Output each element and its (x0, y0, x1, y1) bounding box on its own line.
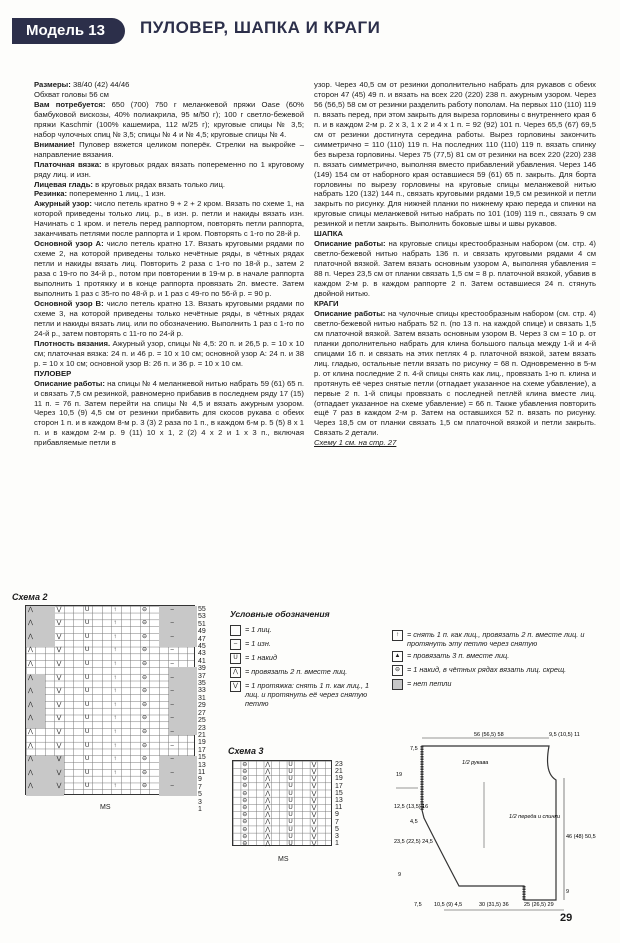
schema2-symbol: ↑ (113, 674, 117, 681)
pattern-cuff-w2: 4,5 (410, 819, 418, 825)
schema2-symbol: ⋁ (56, 728, 62, 735)
schema3-symbol: ⋀ (265, 819, 271, 826)
schema2-symbol: ↑ (113, 606, 117, 613)
schema2-symbol: ⋁ (56, 715, 62, 722)
right-column-paragraph: Описание работы: на круговые спицы крестообразным набором (см. стр. 4) светло-бежевой нитью набрать 136 п. и связать круговыми рядами 4 см платочной вязкой. Затем вязать основным узором А, выполняя убавления = 88 п. Через 23,5 см от планки связать 1,5 см = 8 р. платочной вязкой, убавив в каждом 2-м р. в каждом раппорте 2 п. Затем оставшиеся 24 п. стянуть двойной нитью. (314, 239, 596, 299)
schema2-symbol: U (85, 756, 90, 763)
schema2-symbol: ⊖ (142, 715, 148, 722)
left-column-paragraph: Обхват головы 56 см (34, 89, 109, 99)
schema2-symbol: ⊖ (142, 633, 148, 640)
schema2-row-number: 3 (198, 798, 202, 806)
schema2-row-number: 33 (198, 687, 206, 695)
schema3-symbol: U (288, 833, 293, 840)
schema2-symbol: ↑ (113, 620, 117, 627)
pattern-bottom-1: 7,5 (414, 902, 422, 908)
schema3-row-number: 13 (335, 797, 343, 805)
legend-symbol: ⋁ (230, 681, 241, 692)
schema3-symbol: U (288, 790, 293, 797)
schema2-no-stitch-cell (159, 756, 197, 797)
schema2-symbol: ↑ (113, 728, 117, 735)
schema2-symbol: U (85, 674, 90, 681)
schema3-row-number: 17 (335, 782, 343, 790)
schema2-symbol: ↑ (113, 701, 117, 708)
left-column-paragraph: Описание работы: на спицы № 4 меланжевой нитью набрать 59 (61) 65 п. и связать 7,5 см резинкой, равномерно прибавив в последнем ряду 17 (15) 11 п. = 76 п. Затем перейти на спицы № 4,5 и вязать ажурным узором. Через 10,5 (9) 4,5 см от резинки прибавить для скосов рукава с обеих сторон 1 п. и в каждом 8-м р. 3 (3) 2 раза по 1 п., в каждом 6-м р. 5 (5) 8 х 1 п. и в каждом 2-м р. 9 (11) 10 х 1, 2 (2) 4 х 2 и 1 х 3 п., включая прибавляемые петли в (34, 378, 305, 448)
schema2-symbol: ⋀ (28, 742, 33, 749)
schema2-symbol: U (85, 715, 90, 722)
legend-symbol: ⋀ (230, 667, 241, 678)
schema2-symbol: – (170, 756, 174, 763)
schema3-symbol: ⋀ (265, 833, 271, 840)
schema3-title: Схема 3 (228, 746, 264, 756)
schema2-symbol: – (170, 688, 174, 695)
schema3-symbol: ⊖ (242, 783, 248, 790)
legend-item (392, 679, 592, 690)
right-column (314, 80, 596, 448)
pattern-front-back: 1/2 переда и спинки (509, 814, 561, 820)
legend-text: = 1 накид, в чётных рядах вязать лиц. скрещ. (407, 665, 567, 674)
right-column-paragraph: ШАПКА (314, 229, 343, 239)
schema2-symbol: ⊖ (142, 620, 148, 627)
schema3-symbol: U (288, 797, 293, 804)
schema2-row-number: 47 (198, 635, 206, 643)
legend-title: Условные обозначения (230, 609, 330, 619)
schema2-row-number: 51 (198, 620, 206, 628)
schema3-symbol: ⊖ (242, 776, 248, 783)
legend-item (230, 681, 370, 708)
schema3-symbol: ⋀ (265, 805, 271, 811)
left-column-paragraph: Ажурный узор: число петель кратно 9 + 2 + 2 кром. Вязать по схеме 1, на которой приведены только лиц. р., в изн. р. петли и накиды вязать изн. Начинать с 1 кром. и петель перед раппортом, повторять петли раппорта, заканчивать петлями после раппорта и 1 кром. Повторять с 1-го по 28-й р. (34, 199, 304, 239)
pattern-top-right: 9,5 (10,5) 11 (549, 732, 580, 738)
schema3-row-number: 15 (335, 789, 343, 797)
pattern-right-mid: 46 (48) 50,5 (566, 834, 596, 840)
right-column-paragraph: узор. Через 40,5 см от резинки дополнительно набрать для рукавов с обеих сторон 47 (45) 49 п. и вязать на всех 220 (220) 238 п. ажурным узором. Через 56 (56,5) 58 см от резинки разделить работу пополам. На первых 110 (110) 119 п. вязать перед, при этом закрыть для выреза горловины с внутреннего края 6 п. и в каждом 2-м р. 2 х 3, 1 х 2 и 4 х 1 п. = 92 (92) 101 п. Через 65,5 (67) 69,5 см от резинки достигнута середина работы. Вырез горловины закончить симметрично = 110 (110) 119 п. На последних 110 (110) 119 п. вязать спинку без выреза горловины. Через 75 (77,5) 81 см от резинки на всех 220 (220) 238 п. вязать симметрично, выполняя вместо прибавлений убавления. Через 146 (149) 154 см от наборного края оставшиеся 59 (61) 65 п. закрыть. Для борта горловины по вырезу горловины на круговые спицы меланжевой нитью набрать 120 (132) 144 п., связать круговыми рядами 19,5 см резинкой и петли закрыть по рисунку. Для нижней планки по нижнему краю переда и спинки на круговые спицы меланжевой нитью набрать по 101 (109) 119 п., связать 9 см резинкой и петли закрыть. Выполнить боковые швы и швы рукавов. (314, 80, 596, 229)
legend-item (392, 651, 592, 662)
schema3-symbol: ⋀ (265, 797, 271, 804)
schema3-symbol: ⋀ (265, 783, 271, 790)
schema3-symbol: U (288, 776, 293, 783)
schema3-symbol: ⊖ (242, 826, 248, 833)
schema2-symbol: ⊖ (142, 660, 148, 667)
schema2-symbol: – (170, 620, 174, 627)
left-column-paragraph: Вам потребуется: 650 (700) 750 г меланжевой пряжи Oase (60% бамбуковой вискозы, 40% полиакрила, 95 м/50 г); 100 г светло-бежевой пряжи Kaschmir (100% кашемира, 112 м/25 г); круговые спицы № 3,5; набор чулочных спиц № 3,5; спицы № 4 и № 4,5; круговые спицы № 4. (34, 99, 304, 139)
schema2-row-number: 7 (198, 783, 202, 791)
schema3-symbol: ⊖ (242, 790, 248, 797)
legend-symbol: ↑ (392, 630, 403, 641)
schema3-symbol: ⋀ (265, 826, 271, 833)
pattern-left-bottom: 9 (398, 872, 402, 878)
model-badge: Модель 13 (12, 18, 125, 44)
schema3-symbol: ⋁ (311, 776, 317, 783)
garment-pattern (384, 728, 596, 918)
schema2-symbol: ⋁ (56, 756, 62, 763)
left-column (34, 80, 304, 448)
schema2-symbol: ↑ (113, 633, 117, 640)
schema2-symbol: ⋀ (28, 701, 33, 708)
schema2-symbol: ↑ (113, 647, 117, 654)
schema2-symbol: ⊖ (142, 742, 148, 749)
schema2-row-number: 15 (198, 754, 206, 762)
schema2-symbol: ⊖ (142, 783, 148, 790)
schema2-symbol: ⊖ (142, 647, 148, 654)
schema3-symbol: U (288, 841, 293, 847)
schema2-row-number: 37 (198, 672, 206, 680)
left-column-paragraph: Размеры: 38/40 (42) 44/46 (34, 80, 130, 89)
schema2-symbol: U (85, 742, 90, 749)
legend-symbol: ▲ (392, 651, 403, 662)
schema3-row-number: 5 (335, 825, 339, 833)
schema2-row-numbers (198, 606, 206, 813)
schema2-symbol: – (170, 647, 174, 654)
schema2-symbol: ⊖ (142, 728, 148, 735)
schema2-symbol: ↑ (113, 660, 117, 667)
schema2-row-number: 49 (198, 628, 206, 636)
left-column-paragraph: Лицевая гладь: в круговых рядах вязать только лиц. (34, 179, 225, 189)
schema2-symbol: U (85, 688, 90, 695)
schema3-symbol: ⋀ (265, 812, 271, 819)
left-column-paragraph: ПУЛОВЕР (34, 368, 72, 378)
schema2-row-number: 27 (198, 709, 206, 717)
schema2-symbol: U (85, 701, 90, 708)
schema2-symbol: – (170, 742, 174, 749)
schema2-symbol: ⋀ (28, 715, 33, 722)
schema3-row-number: 23 (335, 761, 343, 768)
schema2-symbol: ⊖ (142, 674, 148, 681)
left-column-paragraph: Основной узор А: число петель кратно 17. Вязать круговыми рядами по схеме 2, на которой приведены только нечётные ряды, в чётных рядах петли и накиды вязать лиц. Повторить 2 раза с 1-го по 18-й р., затем 2 раза с 19-го по 34-й р., потом при повторении в 19-м р. в начале раппорта выполнить 1 протяжку и в конце раппорта провязать 2п. вместе. Затем выполнить 1 раз с 35-го по 48-й р. и 1 раз с 49-го по 56-й р. = 90 р. (34, 239, 304, 299)
schema2-symbol: ⊖ (142, 606, 148, 613)
schema2-row-number: 19 (198, 739, 206, 747)
schema2-symbol: – (170, 674, 174, 681)
pattern-right-bottom: 9 (566, 889, 570, 895)
schema2-row-number: 25 (198, 717, 206, 725)
schema2-symbol: U (85, 633, 90, 640)
schema2-symbol: ↑ (113, 688, 117, 695)
schema3-row-numbers (335, 761, 343, 847)
legend-text: = 1 лиц. (245, 625, 272, 634)
schema3-symbol: U (288, 826, 293, 833)
schema2-row-number: 5 (198, 791, 202, 799)
schema3-symbol: ⋁ (311, 841, 317, 847)
schema2-symbol: – (170, 701, 174, 708)
schema3-symbol: ⊖ (242, 833, 248, 840)
schema2-symbol: – (170, 633, 174, 640)
schema3-symbol: ⊖ (242, 769, 248, 775)
schema2-symbol: ⋁ (56, 769, 62, 776)
schema2-symbol: ⋀ (28, 633, 33, 640)
schema2-symbol: ⋀ (28, 660, 33, 667)
page-title: ПУЛОВЕР, ШАПКА И КРАГИ (140, 18, 381, 37)
schema2-symbol: ⋁ (56, 783, 62, 790)
schema2-row-number: 31 (198, 694, 206, 702)
schema2-symbol: U (85, 660, 90, 667)
schema2-symbol: – (170, 660, 174, 667)
schema2-symbol: ⋀ (28, 647, 33, 654)
schema2-symbol: ⋁ (56, 701, 62, 708)
pattern-bottom-3: 30 (31,5) 36 (479, 902, 509, 908)
schema2-row-number: 21 (198, 731, 206, 739)
schema3-symbol: ⊖ (242, 841, 248, 847)
schema2-symbol: ⊖ (142, 701, 148, 708)
schema3-symbol: ⋁ (311, 769, 317, 775)
legend-text: = 1 протяжка: снять 1 п. как лиц., 1 лиц. и протянуть её через снятую петлю (245, 681, 370, 708)
schema2-symbol: ↑ (113, 783, 117, 790)
schema2-row-number: 43 (198, 650, 206, 658)
schema3-symbol: ⊖ (242, 819, 248, 826)
schema3-row-number: 7 (335, 818, 339, 826)
legend-symbol: ⊖ (392, 665, 403, 676)
schema2-symbol: ⋀ (28, 769, 33, 776)
schema2-symbol: ⋀ (28, 688, 33, 695)
schema2-symbol: ⋁ (56, 633, 62, 640)
legend-text: = снять 1 п. как лиц., провязать 2 п. вместе лиц. и протянуть эту петлю через снятую (407, 630, 585, 648)
schema3-symbol: ⋀ (265, 841, 271, 847)
schema2-symbol: ⋀ (28, 606, 33, 613)
schema3-grid (232, 760, 332, 846)
schema2-row-number: 53 (198, 613, 206, 621)
legend-text: = нет петли (407, 679, 452, 688)
schema3-symbol: ⋁ (311, 783, 317, 790)
schema2-symbol: – (170, 769, 174, 776)
schema2-row-number: 35 (198, 680, 206, 688)
schema3-symbol: ⋁ (311, 797, 317, 804)
legend-item (230, 653, 370, 664)
legend-item (230, 625, 370, 636)
schema3-symbol: ⋁ (311, 819, 317, 826)
schema2-symbol: U (85, 728, 90, 735)
schema2-symbol: ⊖ (142, 769, 148, 776)
schema3-row-number: 9 (335, 811, 339, 819)
schema2-row-number: 9 (198, 776, 202, 784)
schema2-symbol: ⋁ (56, 606, 62, 613)
schema3-symbol: ⋁ (311, 761, 317, 768)
pattern-bottom-4: 25 (26,5) 29 (524, 902, 554, 908)
schema3-symbol: U (288, 812, 293, 819)
schema3-symbol: U (288, 761, 293, 768)
schema2-symbol: – (170, 606, 174, 613)
schema3-symbol: ⋀ (265, 769, 271, 775)
legend-right (392, 630, 592, 693)
left-column-paragraph: Основной узор В: число петель кратно 13. Вязать круговыми рядами по схеме 3, на которой приведены только нечётные ряды, в чётных рядах петли и накиды вязать лиц. или по обозначению. Выполнить 1 раз с 1-го по 24-й р., затем повторять с 11-го по 24-й р. (34, 298, 304, 338)
schema3-footer: MS (278, 856, 289, 863)
schema3-symbol: ⊖ (242, 805, 248, 811)
schema2-row-number: 45 (198, 643, 206, 651)
schema2-row-number: 29 (198, 702, 206, 710)
schema2-row-number: 39 (198, 665, 206, 673)
legend-text: = провязать 3 п. вместе лиц. (407, 651, 510, 660)
schema2-symbol: U (85, 647, 90, 654)
schema2-row-number: 23 (198, 724, 206, 732)
schema2-title: Схема 2 (12, 592, 48, 602)
schema2-grid (25, 605, 195, 795)
schema3-row-number: 19 (335, 775, 343, 783)
pattern-sleeve-height: 19 (396, 772, 403, 778)
schema2-symbol: ⋀ (28, 756, 33, 763)
page-header (10, 8, 610, 52)
schema3-symbol: ⊖ (242, 812, 248, 819)
schema2-symbol: ⊖ (142, 688, 148, 695)
schema2-symbol: U (85, 783, 90, 790)
left-column-paragraph: Плотность вязания. Ажурный узор, спицы № 4,5: 20 п. и 26,5 р. = 10 х 10 см; платочная вязка: 24 п. и 46 р. = 10 х 10 см; основной узор А: 24 п. и 38 р. = 10 х 10 см; основной узор В: 26 п. и 36 р. = 10 х 10 см. (34, 338, 305, 368)
schema2-symbol: ⋀ (28, 728, 33, 735)
schema2-symbol: ⋁ (56, 620, 62, 627)
schema3-row-number: 1 (335, 840, 339, 848)
schema3-symbol: U (288, 805, 293, 811)
schema3-symbol: ⋀ (265, 761, 271, 768)
schema2-symbol: ⊖ (142, 756, 148, 763)
schema2-symbol: ⋁ (56, 647, 62, 654)
schema2-row-number: 13 (198, 761, 206, 769)
schema2-symbol: ⋁ (56, 674, 62, 681)
schema2-footer: MS (100, 804, 111, 811)
legend-text: = 1 накид (245, 653, 277, 662)
schema2-symbol: ↑ (113, 742, 117, 749)
schema3-symbol: U (288, 819, 293, 826)
schema2-no-stitch-cell (159, 606, 197, 647)
schema2-symbol: U (85, 606, 90, 613)
schema2-symbol: – (170, 783, 174, 790)
legend-symbol: U (230, 653, 241, 664)
schema3-symbol: ⋁ (311, 833, 317, 840)
schema3-symbol: ⊖ (242, 797, 248, 804)
legend-item (392, 665, 592, 676)
schema2-symbol: U (85, 620, 90, 627)
schema2-symbol: ⋁ (56, 742, 62, 749)
legend-symbol (230, 625, 241, 636)
left-column-paragraph: Внимание! Пуловер вяжется целиком поперёк. Стрелки на выкройке – направление вязания. (34, 139, 304, 159)
schema2-symbol: ⋁ (56, 660, 62, 667)
legend-left (230, 610, 370, 711)
legend-symbol (392, 679, 403, 690)
pattern-top-width: 56 (56,5) 58 (474, 732, 504, 738)
legend-item (230, 639, 370, 650)
schema2-symbol: ⋀ (28, 674, 33, 681)
schema2-symbol: – (170, 715, 174, 722)
schema2-row-number: 41 (198, 657, 206, 665)
pattern-left-top: 7,5 (410, 746, 418, 752)
right-column-paragraph: Схему 1 см. на стр. 27 (314, 438, 397, 448)
pattern-bottom-2: 10,5 (9) 4,5 (434, 902, 463, 908)
legend-text: = провязать 2 п. вместе лиц. (245, 667, 348, 676)
schema3-row-number: 21 (335, 768, 343, 776)
pattern-cuff-w1: 12,5 (13,5) 16 (394, 804, 429, 810)
schema3-symbol: ⊖ (242, 761, 248, 768)
schema2-symbol: ⋀ (28, 620, 33, 627)
page-number: 29 (560, 912, 573, 924)
pattern-half-sleeve: 1/2 рукава (462, 760, 489, 766)
legend-item (230, 667, 370, 678)
pattern-side-mid: 23,5 (22,5) 24,5 (394, 839, 433, 845)
schema2-symbol: – (170, 728, 174, 735)
schema3-symbol: U (288, 783, 293, 790)
schema2-symbol: ⋀ (28, 783, 33, 790)
schema3-symbol: ⋁ (311, 812, 317, 819)
schema3-row-number: 11 (335, 804, 343, 812)
schema2-symbol: U (85, 769, 90, 776)
legend-item (392, 630, 592, 648)
schema3-symbol: ⋁ (311, 826, 317, 833)
left-column-paragraph: Платочная вязка: в круговых рядах вязать попеременно по 1 круговому ряду лиц. и изн. (34, 159, 304, 179)
legend-text: = 1 изн. (245, 639, 271, 648)
schema3-symbol: U (288, 769, 293, 775)
schema3-row-number: 3 (335, 833, 339, 841)
schema3-symbol: ⋀ (265, 776, 271, 783)
schema3-symbol: ⋁ (311, 805, 317, 811)
schema2-row-number: 17 (198, 746, 206, 754)
schema3-symbol: ⋁ (311, 790, 317, 797)
schema3-symbol: ⋀ (265, 790, 271, 797)
right-column-paragraph: Описание работы: на чулочные спицы крестообразным набором (см. стр. 4) светло-бежевой нитью набрать 52 п. (по 13 п. на каждой спице) и связать 1,5 см платочной вязкой. Затем вязать основным узором В. Через 3 см = 10 р. от планки дополнительно набрать для клина большого пальца между 1-й и 4-й спицами 16 п. и связать на этих петлях 4 р. платочной вязкой, затем вязать лиц. гладью, остальные петли вязать по рисунку = 68 п. Одновременно в 5-м р. от клина последние 2 п. 4-й спицы снять как лиц., провязать 1-ю п. клина и протянуть её через снятые петли (отпадает указанное на схеме убавление), а первые 2 п. 1-й спицы провязать с последней петлёй клина вместе лиц. (отпадает указанное на схеме убавление) = 66 п. Также убавления повторить ещё 7 раз в каждом 2-м р. Затем на оставшихся 52 п. вязать по рисунку. Через 18,5 см от планки связать 1,5 см платочной вязкой и петли закрыть. Связать 2 детали. (314, 308, 596, 438)
schema2-symbol: ↑ (113, 756, 117, 763)
right-column-paragraph: КРАГИ (314, 298, 339, 308)
schema2-row-number: 1 (198, 805, 202, 813)
legend-symbol: – (230, 639, 241, 650)
schema2-symbol: ⋁ (56, 688, 62, 695)
schema2-row-number: 55 (198, 606, 206, 613)
schema2-row-number: 11 (198, 768, 206, 776)
left-column-paragraph: Резинка: попеременно 1 лиц., 1 изн. (34, 189, 166, 199)
schema2-symbol: ↑ (113, 769, 117, 776)
schema2-symbol: ↑ (113, 715, 117, 722)
